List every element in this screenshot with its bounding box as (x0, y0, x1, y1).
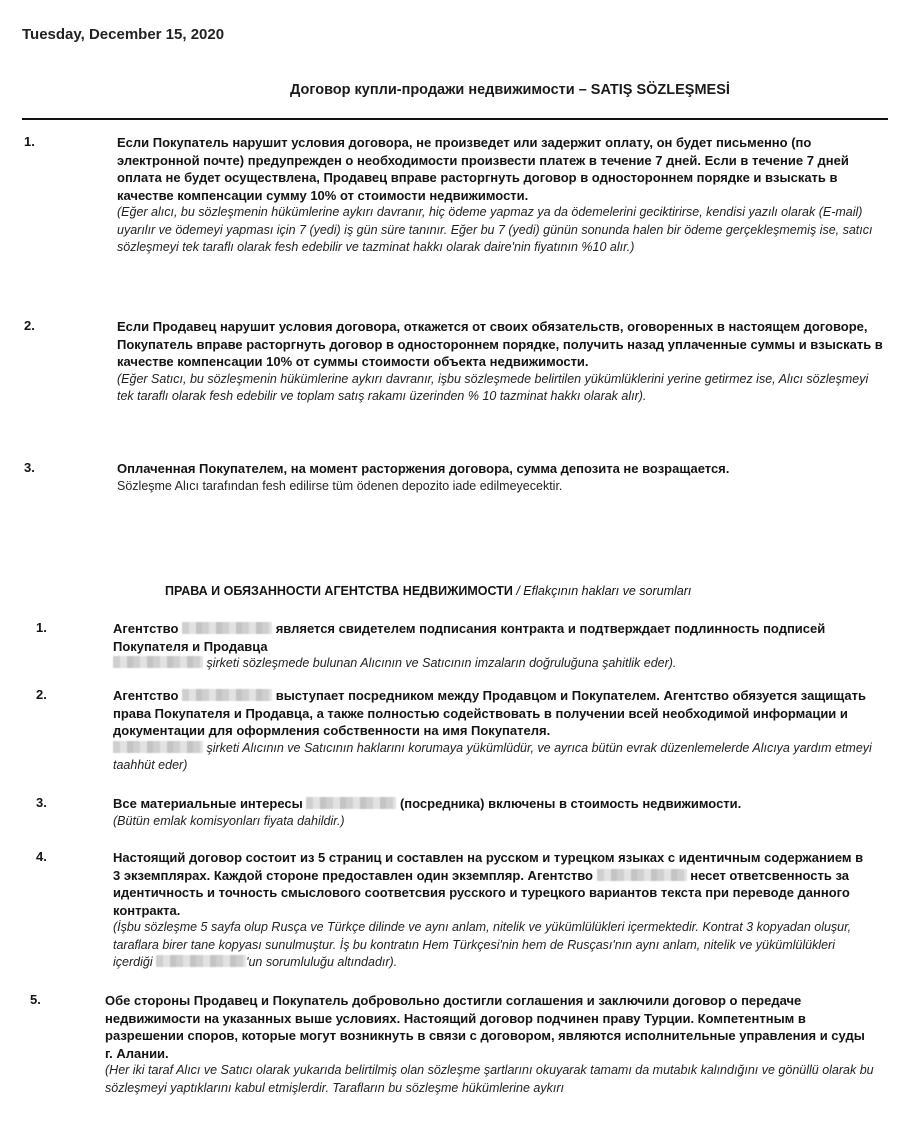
agency-item-number: 5. (30, 992, 41, 1007)
document-date: Tuesday, December 15, 2020 (22, 26, 225, 43)
agency-item-4-tr-rest: 'un sorumluluğu altındadır). (246, 955, 398, 969)
clause-1 (117, 134, 887, 257)
redacted-agency-name (182, 689, 272, 701)
clause-number: 2. (24, 318, 35, 333)
clause-2-tr-text: (Eğer Satıcı, bu sözleşmenin hükümlerine aykırı davranır, işbu sözleşmede belirtilen yükümlüklerini yerine getirmez ise, Alıcı sözleşmeyi tek taraflı olarak fesh edebilir ve toplam satış rakamı üzerinden % 10 tazminat hakkı olarak alır). (117, 371, 869, 403)
clause-number: 1. (24, 134, 35, 149)
agency-item-4-ru-text (113, 849, 873, 919)
agency-item-3-tr-text: (Bütün emlak komisyonları fiyata dahildir.) (113, 813, 345, 828)
agency-item-5-tr-text: (Her iki taraf Alıcı ve Satıcı olarak yukarıda belirtilmiş olan sözleşme şartlarını okuyarak tamamı da mutabık kalındığını ve gönüllü olarak bu sözleşmeyi yaptıklarını kabul etmişlerdir. Tarafların bu sözleşme hükümlerine aykırı (105, 1063, 874, 1095)
clause-3-tr-text: Sözleşme Alıcı tarafından fesh edilirse tüm ödenen depozito iade edilmeyecektir. (117, 478, 563, 493)
agency-item-1-tr-text (113, 655, 858, 673)
agency-item-4-tr-lead: (İşbu sözleşme 5 sayfa olup Rusça ve Türkçe dilinde ve aynı anlam, nitelik ve yükümlülükleri içermektedir. Kontrat 3 kopyadan oluşur, taraflara birer tane kopyası sunulmuştur. İş bu kontratın Hem Türkçesi'nin hem de Rusçası'nın aynı anlam, nitelik ve yükümlülükleri içerdiği (113, 920, 852, 969)
agency-item-5 (105, 992, 875, 1097)
clause-3 (117, 460, 887, 495)
redacted-agency-name (156, 955, 246, 967)
title-divider (22, 118, 888, 120)
agency-item-number: 1. (36, 620, 47, 635)
redacted-agency-name (182, 622, 272, 634)
agency-item-2-ru-text (113, 687, 873, 740)
agency-item-2-tr-rest: şirketi Alıcının ve Satıcının haklarını korumaya yükümlüdür, ve ayrıca bütün evrak düzenlemelerde Alıcıya yardım etmeyi taahhüt eder) (113, 740, 872, 772)
agency-item-5-ru-text: Обе стороны Продавец и Покупатель добровольно достигли соглашения и заключили договор о передаче недвижимости на указанных выше условиях. Настоящий договор подчинен праву Турции. Компетентным в разрешении споров, которые могут возникнуть в связи с договором, являются исполнительные управления и суды г. Алании. (105, 993, 865, 1061)
agency-item-number: 2. (36, 687, 47, 702)
redacted-agency-name (597, 869, 687, 881)
agency-item-2-ru-rest: выступает посредником между Продавцом и Покупателем. Агентство обязуется защищать права Покупателя и Продавца, а также полностью содействовать в получении всей необходимой информации и документации для оформления собственности на имя Покупателя. (113, 688, 866, 738)
clause-1-ru-text: Если Покупатель нарушит условия договора, не произведет или задержит оплату, он будет письменно (по электронной почте) предупрежден о необходимости произвести платеж в течение 7 дней. Если в течение 7 дней оплата не будет осуществлена, Продавец вправе расторгнуть договор в одностороннем порядке и взыскать в качестве компенсации сумму 10% от стоимости недвижимости. (117, 135, 849, 203)
agency-item-number: 3. (36, 795, 47, 810)
agency-section-heading (165, 584, 691, 598)
agency-item-1-tr-rest: şirketi sözleşmede bulunan Alıcının ve Satıcının imzaların doğruluğuna şahitlik eder). (206, 656, 677, 670)
clause-number: 3. (24, 460, 35, 475)
agency-item-3-ru-rest: (посредника) включены в стоимость недвижимости. (399, 796, 742, 811)
agency-item-3-ru-lead: Все материальные интересы (113, 796, 303, 811)
agency-item-1-ru-rest: является свидетелем подписания контракта и подтверждает подлинность подписей Покупателя и Продавца (113, 621, 826, 654)
agency-item-2-tr-text (113, 740, 873, 775)
document-title: Договор купли-продажи недвижимости – SATIŞ SÖZLEŞMESİ (290, 82, 730, 98)
agency-item-number: 4. (36, 849, 47, 864)
clause-2 (117, 318, 887, 406)
agency-section-title: ПРАВА И ОБЯЗАННОСТИ АГЕНТСТВА НЕДВИЖИМОСТИ (165, 584, 513, 598)
agency-item-1-ru-lead: Агентство (113, 621, 179, 636)
agency-item-2-ru-lead: Агентство (113, 688, 179, 703)
agency-item-3 (113, 795, 858, 830)
agency-item-2 (113, 687, 873, 775)
agency-item-4-ru-rest: несет ответсвенность за идентичность и точность смыслового соответсвия русского и турецкого вариантов текста при переводе данного контракта. (113, 867, 850, 918)
agency-item-3-ru-text (113, 795, 858, 813)
agency-item-4 (113, 849, 873, 972)
redacted-agency-name (113, 741, 203, 753)
clause-2-ru-text: Если Продавец нарушит условия договора, откажется от своих обязательств, оговоренных в настоящем договоре, Покупатель вправе расторгнуть договор в одностороннем порядке, получить назад уплаченные суммы и взыскать в качестве компенсации 10% от суммы стоимости объекта недвижимости. (117, 319, 883, 369)
agency-item-4-ru-lead: Настоящий договор состоит из 5 страниц и составлен на русском и турецком языках с идентичным содержанием в 3 экземплярах. Каждой стороне предоставлен один экземпляр. Агентство (113, 850, 864, 883)
agency-item-4-tr-text (113, 919, 873, 972)
agency-section-subtitle: / Eflakçının hakları ve sorumları (516, 584, 692, 598)
redacted-agency-name (306, 797, 396, 809)
clause-3-ru-text: Оплаченная Покупателем, на момент расторжения договора, сумма депозита не возращается. (117, 461, 730, 476)
redacted-agency-name (113, 656, 203, 668)
agency-item-1-ru-text (113, 620, 858, 655)
agency-item-1 (113, 620, 858, 673)
clause-1-tr-text: (Eğer alıcı, bu sözleşmenin hükümlerine aykırı davranır, hiç ödeme yapmaz ya da ödemelerini geciktirirse, kendisi yazılı olarak (E-mail) uyarılır ve ödemeyi yapması için 7 (yedi) iş gün süre tanınır. Eğer bu 7 (yedi) günün sonunda halen bir ödeme gerçekleşmemiş ise, satıcı sözleşmeyi tek taraflı olarak fesh edebilir ve tazminat hakkı olarak daire'nin fiyatının %10 alır.) (117, 205, 873, 254)
